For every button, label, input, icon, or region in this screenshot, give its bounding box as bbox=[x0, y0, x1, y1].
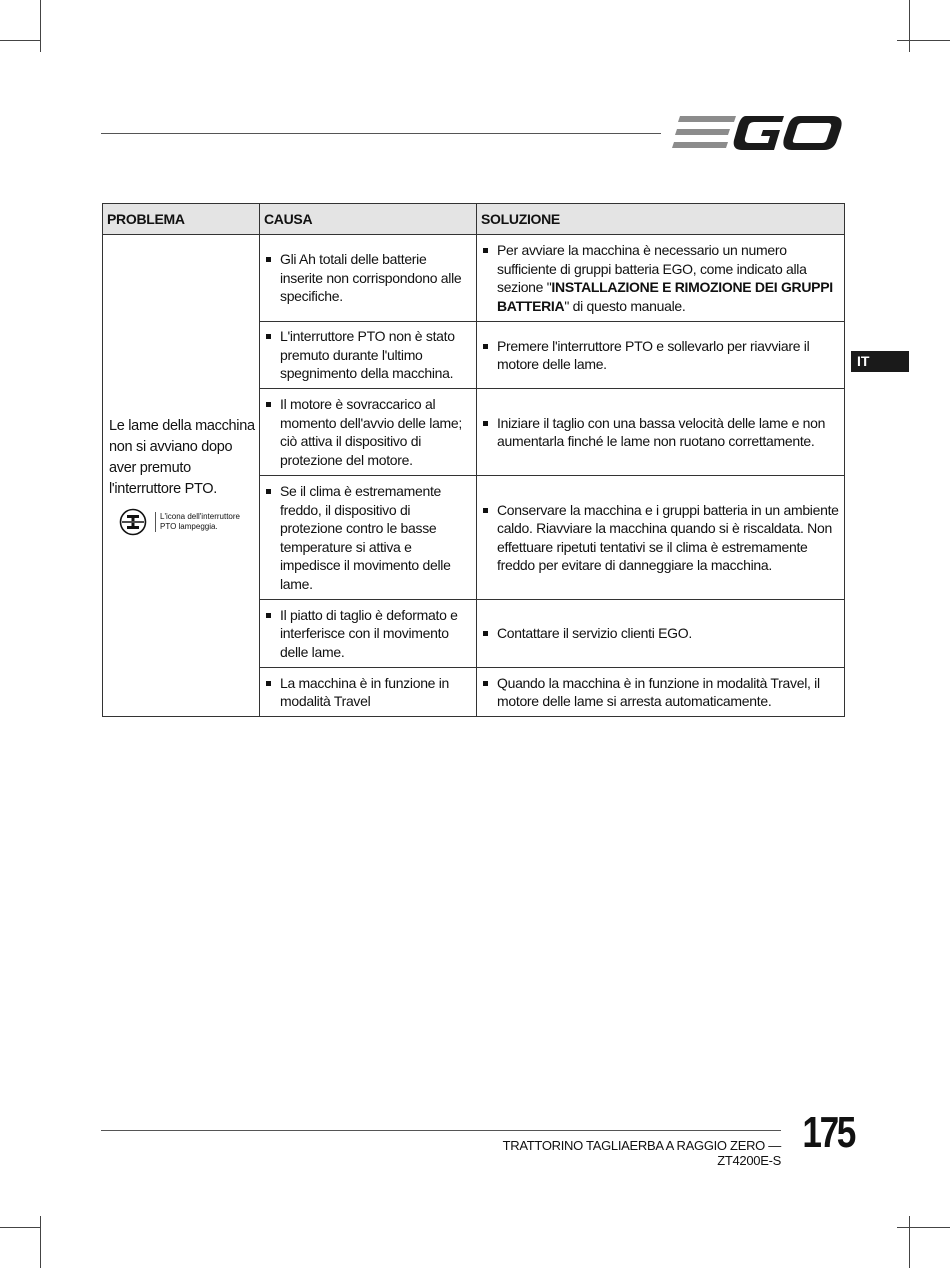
problem-cell bbox=[103, 235, 260, 717]
crop-mark bbox=[40, 1216, 41, 1268]
solution-cell bbox=[477, 668, 845, 717]
pto-note bbox=[109, 508, 255, 536]
problem-text: Le lame della macchina non si avviano dopo aver premuto l'interruttore PTO. bbox=[109, 417, 255, 497]
solution-text: Quando la macchina è in funzione in modalità Travel, il motore delle lame si arresta automaticamente. bbox=[483, 674, 840, 711]
manual-section-reference: INSTALLAZIONE E RIMOZIONE DEI GRUPPI BATTERIA bbox=[497, 279, 833, 314]
solution-cell bbox=[477, 476, 845, 600]
cause-cell bbox=[260, 322, 477, 389]
solution-text: Conservare la macchina e i gruppi batteria in un ambiente caldo. Riavviare la macchina quando si è riscaldata. Non effettuare ripetuti tentativi se il clima è estremamente freddo per evitare di danneggiare la macchina. bbox=[483, 501, 840, 575]
crop-mark bbox=[909, 1216, 910, 1268]
solution-cell bbox=[477, 600, 845, 668]
cause-text: La macchina è in funzione in modalità Travel bbox=[266, 674, 472, 711]
cause-text: Se il clima è estremamente freddo, il dispositivo di protezione contro le basse temperature si attiva e impedisce il movimento delle lame. bbox=[266, 482, 472, 593]
ego-logo bbox=[672, 112, 844, 156]
cause-cell bbox=[260, 476, 477, 600]
crop-mark bbox=[897, 40, 950, 41]
solution-text-part: " di questo manuale. bbox=[564, 297, 686, 314]
crop-mark bbox=[0, 40, 40, 41]
column-header-problem: PROBLEMA bbox=[103, 204, 260, 235]
solution-text-part: Per avviare la macchina è necessario un numero sufficiente di gruppi batteria EGO, come indicato alla sezione " bbox=[497, 242, 807, 295]
header-rule bbox=[101, 133, 661, 134]
pto-note-caption: L'icona dell'interruttore PTO lampeggia. bbox=[155, 512, 255, 532]
crop-mark bbox=[40, 0, 41, 52]
cause-text: L'interruttore PTO non è stato premuto durante l'ultimo spegnimento della macchina. bbox=[266, 327, 472, 383]
solution-text bbox=[483, 241, 840, 315]
cause-cell bbox=[260, 389, 477, 476]
troubleshooting-table bbox=[102, 203, 845, 717]
solution-text: Premere l'interruttore PTO e sollevarlo per riavviare il motore delle lame. bbox=[483, 337, 840, 374]
cause-text: Il piatto di taglio è deformato e interferisce con il movimento delle lame. bbox=[266, 606, 472, 662]
cause-text: Il motore è sovraccarico al momento dell'avvio delle lame; ciò attiva il dispositivo di protezione del motore. bbox=[266, 395, 472, 469]
crop-mark bbox=[897, 1227, 950, 1228]
solution-cell bbox=[477, 322, 845, 389]
solution-text: Contattare il servizio clienti EGO. bbox=[483, 624, 840, 643]
solution-text: Iniziare il taglio con una bassa velocità delle lame e non aumentarla finché le lame non ruotano correttamente. bbox=[483, 414, 840, 451]
cause-cell bbox=[260, 600, 477, 668]
cause-cell bbox=[260, 235, 477, 322]
cause-cell bbox=[260, 668, 477, 717]
column-header-solution: SOLUZIONE bbox=[477, 204, 845, 235]
cause-text: Gli Ah totali delle batterie inserite non corrispondono alle specifiche. bbox=[266, 250, 472, 306]
column-header-cause: CAUSA bbox=[260, 204, 477, 235]
solution-cell bbox=[477, 389, 845, 476]
solution-cell bbox=[477, 235, 845, 322]
table-row bbox=[103, 235, 845, 322]
page-number: 175 bbox=[802, 1108, 854, 1157]
table-header-row bbox=[103, 204, 845, 235]
footer-title: TRATTORINO TAGLIAERBA A RAGGIO ZERO — ZT4200E-S bbox=[502, 1138, 781, 1168]
pto-switch-icon bbox=[119, 508, 147, 536]
crop-mark bbox=[909, 0, 910, 52]
crop-mark bbox=[0, 1227, 40, 1228]
language-tab: IT bbox=[851, 351, 909, 372]
footer-rule bbox=[101, 1130, 781, 1131]
